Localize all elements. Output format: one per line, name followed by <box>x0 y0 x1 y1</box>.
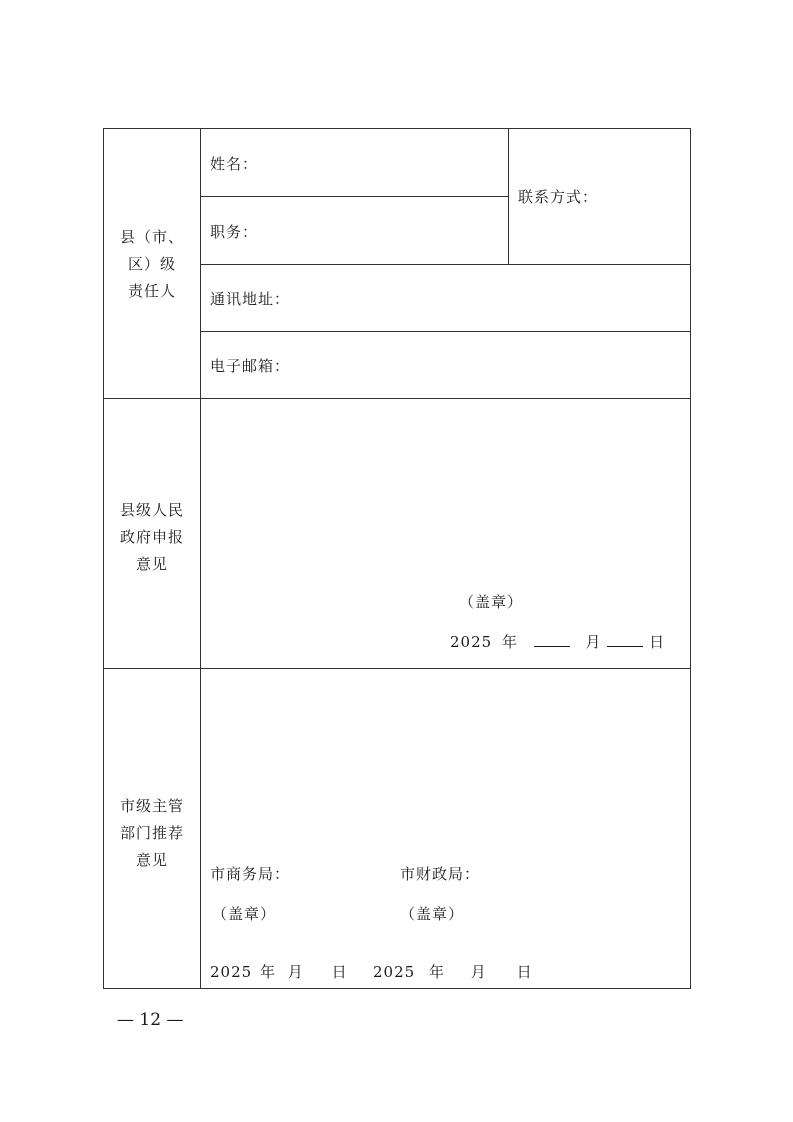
finance-bureau-label: 市财政局： <box>400 865 481 883</box>
position-field-label: 职务： <box>210 223 259 241</box>
county-opinion-label-line-3: 意见 <box>135 555 168 573</box>
municipal-opinion-label-line-3: 意见 <box>135 851 168 869</box>
county-opinion-label-line-1: 县级人民 <box>119 501 184 519</box>
page-number: — 12 — <box>117 1010 184 1030</box>
section2-divider <box>103 668 691 669</box>
section1-divider <box>103 398 691 399</box>
contact-column-divider <box>508 128 509 264</box>
email-field-label: 电子邮箱： <box>210 357 291 375</box>
commerce-seal-text: （盖章） <box>212 905 277 923</box>
table-border-top <box>103 128 691 129</box>
commerce-date-year: 2025 <box>210 963 253 981</box>
commerce-bureau-label: 市商务局： <box>210 865 291 883</box>
address-row-divider <box>200 331 691 332</box>
county-date-month-char: 月 <box>585 633 602 651</box>
municipal-opinion-label-line-2: 部门推荐 <box>119 824 184 842</box>
county-date <box>450 632 665 652</box>
name-row-divider <box>200 196 508 197</box>
finance-seal-text: （盖章） <box>400 905 465 923</box>
county-date-year-char: 年 <box>501 633 518 651</box>
municipal-opinion-label-line-1: 市级主管 <box>119 797 184 815</box>
finance-date-month-char: 月 <box>470 963 487 981</box>
finance-date-year: 2025 <box>373 963 416 981</box>
municipal-opinion-label <box>104 793 200 874</box>
commerce-date-year-char: 年 <box>259 963 276 981</box>
table-border-bottom <box>103 988 691 989</box>
county-date-year: 2025 <box>450 633 493 651</box>
county-opinion-label-line-2: 政府申报 <box>119 528 184 546</box>
name-field-label: 姓名： <box>210 155 259 173</box>
commerce-date <box>210 962 348 982</box>
responsible-person-label-line-2: 区）级 <box>127 255 176 273</box>
finance-date-day-char: 日 <box>516 963 533 981</box>
table-border-right <box>690 128 691 989</box>
address-field-label: 通讯地址： <box>210 290 291 308</box>
contact-field-label: 联系方式： <box>518 188 599 206</box>
commerce-date-month-char: 月 <box>287 963 304 981</box>
county-date-day-char: 日 <box>649 633 666 651</box>
county-date-month-blank <box>607 632 643 647</box>
commerce-date-day-char: 日 <box>331 963 348 981</box>
finance-date <box>373 962 533 982</box>
responsible-person-label-line-3: 责任人 <box>127 282 176 300</box>
county-opinion-label <box>104 497 200 578</box>
responsible-person-label-line-1: 县（市、 <box>119 228 184 246</box>
position-row-divider <box>200 264 691 265</box>
finance-date-year-char: 年 <box>428 963 445 981</box>
county-date-year-blank <box>534 632 570 647</box>
responsible-person-label <box>104 224 200 305</box>
label-column-divider <box>200 128 201 989</box>
county-seal-text: （盖章） <box>459 593 524 611</box>
